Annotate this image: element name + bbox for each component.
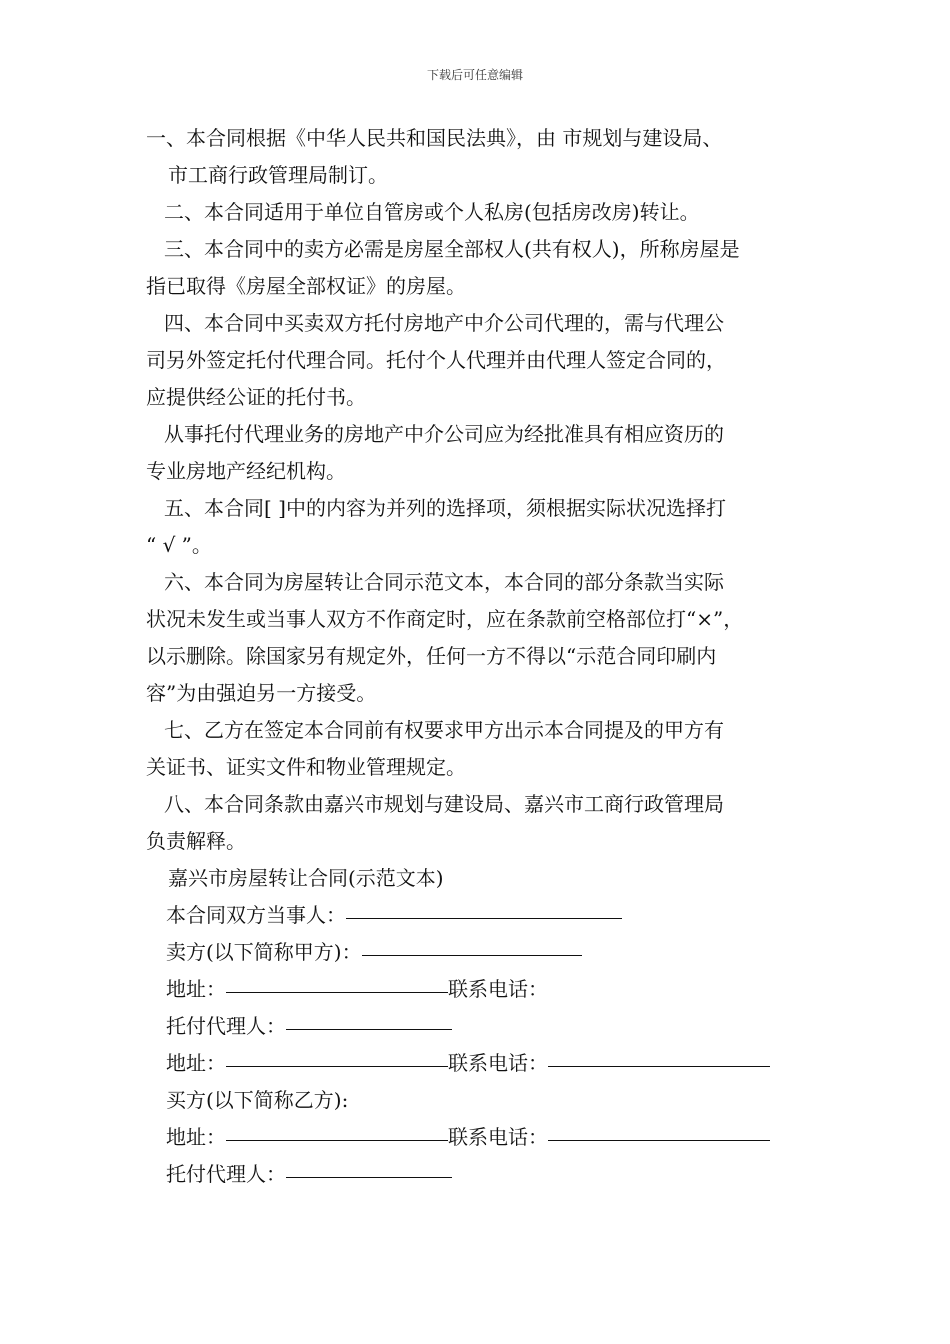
seller-agent-blank[interactable] xyxy=(286,1007,452,1030)
clause-8-line-1: 八、本合同条款由嘉兴市规划与建设局、嘉兴市工商行政管理局 xyxy=(164,792,724,816)
buyer-address-blank[interactable] xyxy=(226,1118,448,1141)
clause-1-line-1: 一、本合同根据《中华人民共和国民法典》，由 市规划与建设局、 xyxy=(146,126,723,150)
clause-3-line-1: 三、本合同中的卖方必需是房屋全部权人(共有权人)，所称房屋是 xyxy=(164,237,740,261)
buyer-row xyxy=(146,1082,826,1119)
clause-7-line-2: 关证书、证实文件和物业管理规定。 xyxy=(146,755,466,779)
buyer-agent-label: 托付代理人： xyxy=(166,1162,286,1186)
seller-blank[interactable] xyxy=(362,933,582,956)
agency-note-line-2: 专业房地产经纪机构。 xyxy=(146,459,346,483)
clause-8-line-2: 负责解释。 xyxy=(146,829,246,853)
seller-agent-address-row xyxy=(146,1045,826,1082)
seller-address-label: 地址： xyxy=(166,977,226,1001)
clause-4-line-1: 四、本合同中买卖双方托付房地产中介公司代理的，需与代理公 xyxy=(164,311,724,335)
parties-label: 本合同双方当事人： xyxy=(166,903,346,927)
seller-phone-label: 联系电话： xyxy=(448,977,548,1001)
clause-3-line-2: 指已取得《房屋全部权证》的房屋。 xyxy=(146,274,466,298)
buyer-agent-blank[interactable] xyxy=(286,1155,452,1178)
buyer-label: 买方(以下简称乙方): xyxy=(166,1088,349,1112)
seller-agent-address-label: 地址： xyxy=(166,1051,226,1075)
buyer-phone-label: 联系电话： xyxy=(448,1125,548,1149)
agency-note-line-1: 从事托付代理业务的房地产中介公司应为经批准具有相应资历的 xyxy=(164,422,724,446)
buyer-phone-blank[interactable] xyxy=(548,1118,770,1141)
page-header-note: 下载后可任意编辑 xyxy=(426,68,523,82)
clause-5-line-1: 五、本合同[ ]中的内容为并列的选择项，须根据实际状况选择打 xyxy=(164,496,726,520)
seller-agent-label: 托付代理人： xyxy=(166,1014,286,1038)
clause-4-line-3: 应提供经公证的托付书。 xyxy=(146,385,366,409)
clause-1-line-2: 市工商行政管理局制订。 xyxy=(168,163,388,187)
seller-label: 卖方(以下简称甲方)： xyxy=(166,940,362,964)
buyer-address-label: 地址： xyxy=(166,1125,226,1149)
clause-6-line-1: 六、本合同为房屋转让合同示范文本，本合同的部分条款当实际 xyxy=(164,570,724,594)
contract-body xyxy=(146,120,826,1193)
seller-address-row xyxy=(146,971,826,1008)
clause-6-line-2: 状况未发生或当事人双方不作商定时，应在条款前空格部位打“×”， xyxy=(146,607,744,631)
buyer-agent-row xyxy=(146,1156,826,1193)
seller-row xyxy=(146,934,826,971)
clause-4-line-2: 司另外签定托付代理合同。托付个人代理并由代理人签定合同的， xyxy=(146,348,726,372)
seller-agent-row xyxy=(146,1008,826,1045)
seller-address-blank[interactable] xyxy=(226,970,448,993)
parties-blank[interactable] xyxy=(346,896,622,919)
seller-agent-address-blank[interactable] xyxy=(226,1044,448,1067)
clause-2-line-1: 二、本合同适用于单位自管房或个人私房(包括房改房)转让。 xyxy=(164,200,700,224)
parties-row xyxy=(146,897,826,934)
seller-agent-phone-label: 联系电话： xyxy=(448,1051,548,1075)
clause-5-line-2: “ √ ”。 xyxy=(146,533,212,557)
seller-agent-phone-blank[interactable] xyxy=(548,1044,770,1067)
contract-title: 嘉兴市房屋转让合同(示范文本) xyxy=(168,866,444,890)
clause-7-line-1: 七、乙方在签定本合同前有权要求甲方出示本合同提及的甲方有 xyxy=(164,718,724,742)
clause-6-line-3: 以示删除。除国家另有规定外，任何一方不得以“示范合同印刷内 xyxy=(146,644,717,668)
buyer-address-row xyxy=(146,1119,826,1156)
clause-6-line-4: 容”为由强迫另一方接受。 xyxy=(146,681,377,705)
